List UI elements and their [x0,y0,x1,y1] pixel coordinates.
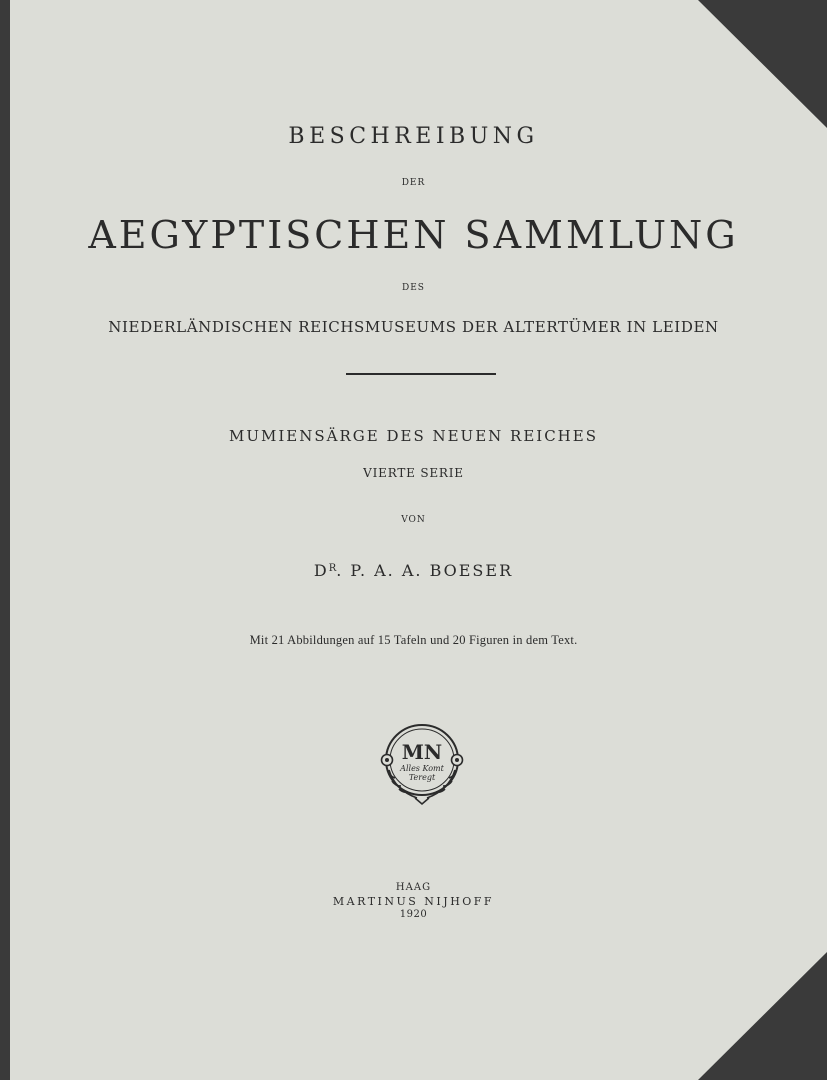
emblem-motto-line1: Alles Komt [400,764,444,773]
title-beschreibung: BESCHREIBUNG [288,124,539,149]
author-fullname: . P. A. A. BOESER [336,561,514,580]
imprint-publisher: MARTINUS NIJHOFF [332,895,495,908]
emblem-motto-line2: Teregt [408,773,436,782]
series-title: MUMIENSÄRGE DES NEUEN REICHES [229,427,598,445]
author-name [0,561,827,580]
illustrations-note: Mit 21 Abbildungen auf 15 Tafeln und 20 Figuren in dem Text. [249,633,578,647]
title-des: DES [402,283,425,293]
publisher-emblem-icon [377,718,467,806]
series-number: VIERTE SERIE [363,466,464,480]
imprint-place: HAAG [395,882,432,893]
title-der: DER [401,178,426,188]
author-prefix: D [313,561,329,580]
imprint-year: 1920 [399,909,428,920]
title-main: AEGYPTISCHEN SAMMLUNG [88,213,739,257]
emblem-monogram: MN [401,740,443,764]
title-museum: NIEDERLÄNDISCHEN REICHSMUSEUMS DER ALTERTÜMER IN LEIDEN [108,318,719,336]
by-label: VON [401,515,426,525]
author-prefix-sup: R [328,563,337,574]
divider-rule [346,373,496,375]
